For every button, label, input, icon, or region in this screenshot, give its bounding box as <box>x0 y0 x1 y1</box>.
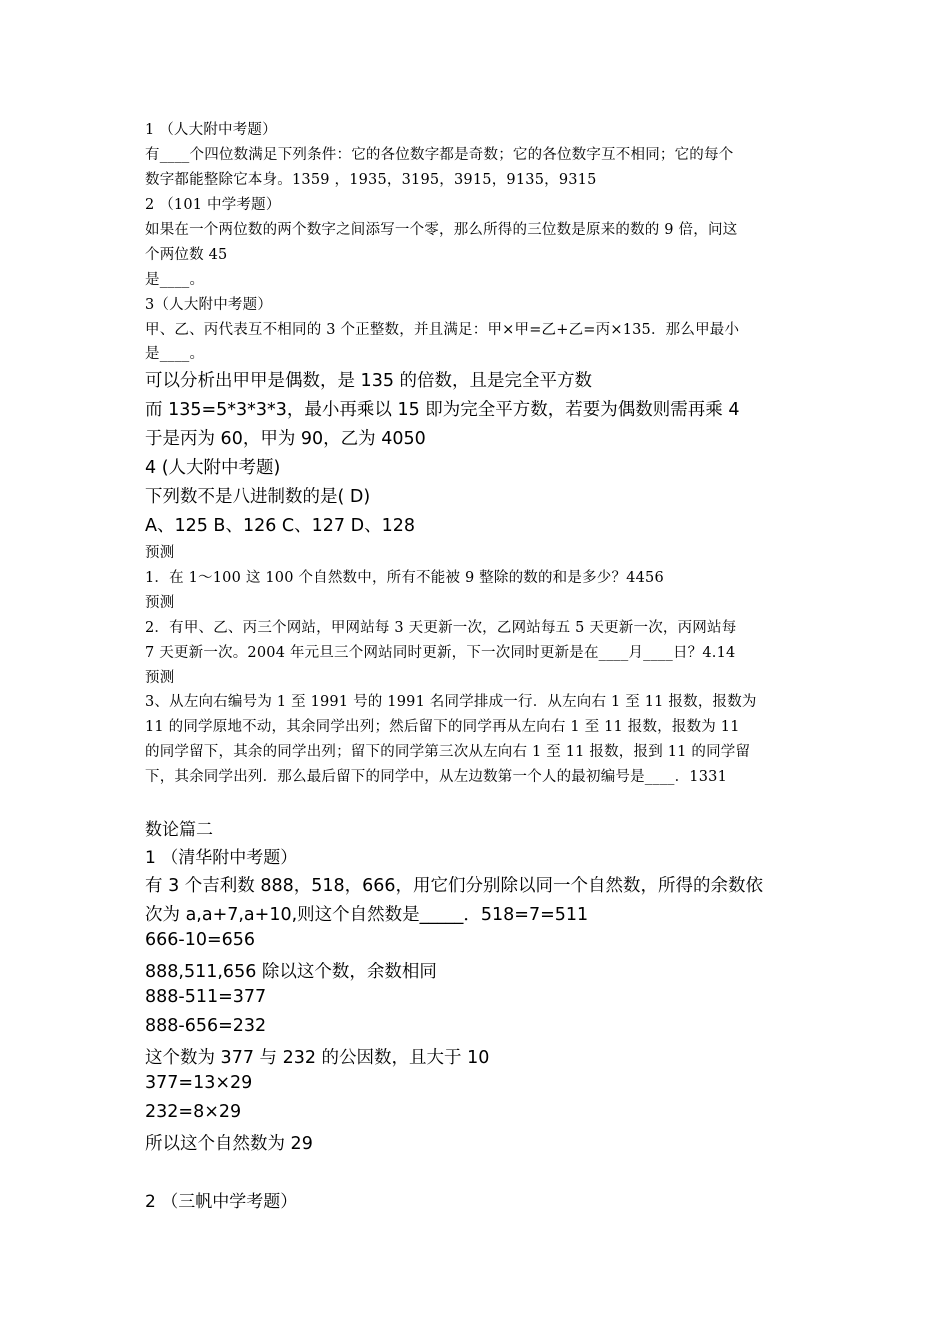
prediction-2-line1: 2．有甲、乙、丙三个网站，甲网站每 3 天更新一次，乙网站每五 5 天更新一次，丙网站每 <box>145 620 737 636</box>
section-title-number-theory-2: 数论篇二 <box>145 820 213 840</box>
solution-conclusion: 所以这个自然数为 29 <box>145 1134 313 1154</box>
solution-step-7: 232=8×29 <box>145 1102 242 1122</box>
prediction-label-2: 预测 <box>145 595 175 611</box>
solution-step-1: 666-10=656 <box>145 930 256 950</box>
q3-text-line2: 是____。 <box>145 346 205 362</box>
solution-step-3: 888-511=377 <box>145 987 267 1007</box>
solution-step-4: 888-656=232 <box>145 1016 267 1036</box>
solution-step-5: 这个数为 377 与 232 的公因数，且大于 10 <box>145 1048 490 1068</box>
qinghua-q1-line2: 次为 a,a+7,a+10,则这个自然数是_____．518=7=511 <box>145 905 589 925</box>
qinghua-q1-line1: 有 3 个吉利数 888，518，666，用它们分别除以同一个自然数，所得的余数依 <box>145 876 764 896</box>
q1-text-line1: 有____个四位数满足下列条件：它的各位数字都是奇数；它的各位数字互不相同；它的每个 <box>145 147 734 163</box>
solution-step-2: 888,511,656 除以这个数，余数相同 <box>145 962 437 982</box>
q2-text-line2: 个两位数 45 <box>145 247 228 263</box>
prediction-1-text: 1．在 1～100 这 100 个自然数中，所有不能被 9 整除的数的和是多少？4456 <box>145 570 664 586</box>
heading-q3-renda: 3（人大附中考题） <box>145 297 273 313</box>
q4-question: 下列数不是八进制数的是( D) <box>145 487 371 507</box>
q2-text-line3: 是____。 <box>145 272 205 288</box>
heading-q1-renda: 1 （人大附中考题） <box>145 122 277 138</box>
q2-text-line1: 如果在一个两位数的两个数字之间添写一个零，那么所得的三位数是原来的数的 9 倍，问这 <box>145 222 738 238</box>
q3-text-line1: 甲、乙、丙代表互不相同的 3 个正整数，并且满足：甲×甲=乙+乙=丙×135．那么甲最小 <box>145 322 740 338</box>
prediction-label-1: 预测 <box>145 545 175 561</box>
prediction-3-line2: 11 的同学原地不动，其余同学出列；然后留下的同学再从左向右 1 至 11 报数，报数为 11 <box>145 719 740 735</box>
q3-analysis-line2: 而 135=5*3*3*3，最小再乘以 15 即为完全平方数，若要为偶数则需再乘 4 <box>145 400 740 420</box>
prediction-2-line2: 7 天更新一次。2004 年元旦三个网站同时更新，下一次同时更新是在____月____日？4.14 <box>145 645 736 661</box>
q3-analysis-line1: 可以分析出甲甲是偶数，是 135 的倍数，且是完全平方数 <box>145 371 593 391</box>
heading-q2-101: 2 （101 中学考题） <box>145 197 281 213</box>
q4-options: A、125 B、126 C、127 D、128 <box>145 516 415 536</box>
heading-q4-renda: 4 (人大附中考题) <box>145 458 281 478</box>
heading-q2-sanfan: 2 （三帆中学考题） <box>145 1192 298 1212</box>
heading-q1-qinghua: 1 （清华附中考题） <box>145 848 298 868</box>
prediction-3-line3: 的同学留下，其余的同学出列；留下的同学第三次从左向右 1 至 11 报数，报到 11 的同学留 <box>145 744 751 760</box>
q3-analysis-line3: 于是丙为 60，甲为 90，乙为 4050 <box>145 429 426 449</box>
solution-step-6: 377=13×29 <box>145 1073 253 1093</box>
prediction-3-line1: 3、从左向右编号为 1 至 1991 号的 1991 名同学排成一行．从左向右 1 至 11 报数，报数为 <box>145 694 757 710</box>
prediction-3-line4: 下，其余同学出列．那么最后留下的同学中，从左边数第一个人的最初编号是____．1331 <box>145 769 727 785</box>
q1-text-line2: 数字都能整除它本身。1359 ，1935，3195，3915，9135，9315 <box>145 172 597 188</box>
prediction-label-3: 预测 <box>145 670 175 686</box>
